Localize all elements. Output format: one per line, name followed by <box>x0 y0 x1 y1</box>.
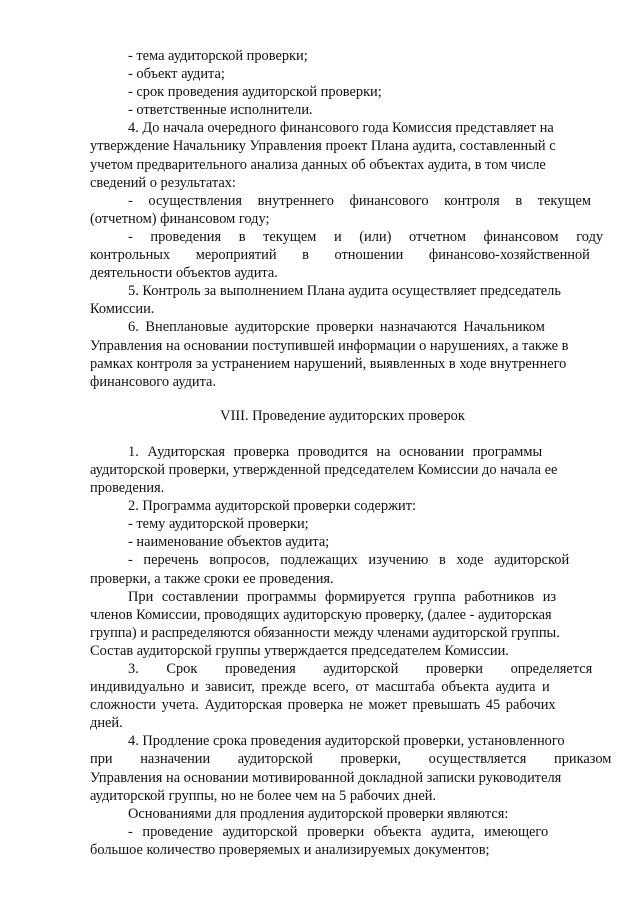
item-4-line-1: 4. Продление срока проведения аудиторской проверки, установленного <box>128 733 565 750</box>
list-item-term: - срок проведения аудиторской проверки; <box>128 84 382 101</box>
extension-bullet-line-2: большое количество проверяемых и анализируемых документов; <box>90 841 490 858</box>
item-1-line-3: проведения. <box>90 480 165 497</box>
bullet-control-events-line-2: контрольных мероприятий в отношении финансово-хозяйственной <box>90 247 590 264</box>
bullet-internal-control-line-2: (отчетном) финансовом году; <box>90 210 270 227</box>
list-item-executors: - ответственные исполнители. <box>128 102 313 119</box>
item-3-line-2: индивидуально и зависит, прежде всего, от масштаба объекта аудита и <box>90 679 550 696</box>
paragraph-5-line-2: Комиссии. <box>90 301 155 318</box>
item-2-bullet-objects: - наименование объектов аудита; <box>128 534 330 551</box>
item-3-line-3: сложности учета. Аудиторская проверка не может превышать 45 рабочих <box>90 697 556 714</box>
item-3-line-1: 3. Срок проведения аудиторской проверки определяется <box>128 661 593 677</box>
item-2-bullet-questions-line-1: - перечень вопросов, подлежащих изучению в ходе аудиторской <box>128 552 570 569</box>
item-4-line-3: Управления на основании мотивированной докладной записки руководителя <box>90 769 562 786</box>
item-3-line-4: дней. <box>90 715 123 732</box>
list-item-object: - объект аудита; <box>128 66 225 83</box>
item-1-line-1: 1. Аудиторская проверка проводится на основании программы <box>128 443 543 460</box>
paragraph-6-line-3: рамках контроля за устранением нарушений, выявленных в ходе внутреннего <box>90 355 567 372</box>
list-item-topic: - тема аудиторской проверки; <box>128 48 308 64</box>
paragraph-4-line-4: сведений о результатах: <box>90 174 236 191</box>
program-paragraph-line-2: членов Комиссии, проводящих аудиторскую проверку, (далее - аудиторская <box>90 606 552 623</box>
bullet-control-events-line-3: деятельности объектов аудита. <box>90 265 278 282</box>
paragraph-4-line-2: утверждение Начальнику Управления проект Плана аудита, составленный с <box>90 138 556 155</box>
paragraph-6-line-4: финансового аудита. <box>90 373 217 390</box>
item-4-line-2: при назначении аудиторской проверки, осуществляется приказом <box>90 751 612 768</box>
extension-bullet-line-1: - проведение аудиторской проверки объекта аудита, имеющего <box>128 823 549 840</box>
item-2-bullet-topic: - тему аудиторской проверки; <box>128 516 309 533</box>
program-paragraph-line-4: Состав аудиторской группы утверждается председателем Комиссии. <box>90 642 509 659</box>
document-page <box>90 47 612 859</box>
item-4-line-4: аудиторской группы, но не более чем на 5 рабочих дней. <box>90 787 437 804</box>
paragraph-6-line-2: Управления на основании поступившей информации о нарушениях, а также в <box>90 337 569 354</box>
program-paragraph-line-1: При составлении программы формируется группа работников из <box>128 588 557 605</box>
bullet-control-events-line-1: - проведения в текущем и (или) отчетном финансовом году <box>128 228 604 245</box>
paragraph-4-line-3: учетом предварительного анализа данных об объектах аудита, в том числе <box>90 156 546 173</box>
paragraph-4-text-1: 4. До начала очередного финансового года Комиссия представляет на <box>128 120 554 137</box>
extension-grounds-line: Основаниями для продления аудиторской проверки являются: <box>128 805 509 822</box>
item-1-line-2: аудиторской проверки, утвержденной председателем Комиссии до начала ее <box>90 461 558 478</box>
bullet-internal-control-line-1: - осуществления внутреннего финансового контроля в текущем <box>128 192 591 209</box>
paragraph-5-line-1: 5. Контроль за выполнением Плана аудита осуществляет председатель <box>128 283 561 300</box>
paragraph-6-line-1: 6. Внеплановые аудиторские проверки назначаются Начальником <box>128 319 545 336</box>
paragraph-4-line-1 <box>90 119 595 137</box>
section-heading: VIII. Проведение аудиторских проверок <box>220 407 465 424</box>
item-2-line-1: 2. Программа аудиторской проверки содержит: <box>128 498 417 515</box>
item-2-bullet-questions-line-2: проверки, а также сроки ее проведения. <box>90 570 334 587</box>
program-paragraph-line-3: группа) и распределяются обязанности между членами аудиторской группы. <box>90 624 560 641</box>
